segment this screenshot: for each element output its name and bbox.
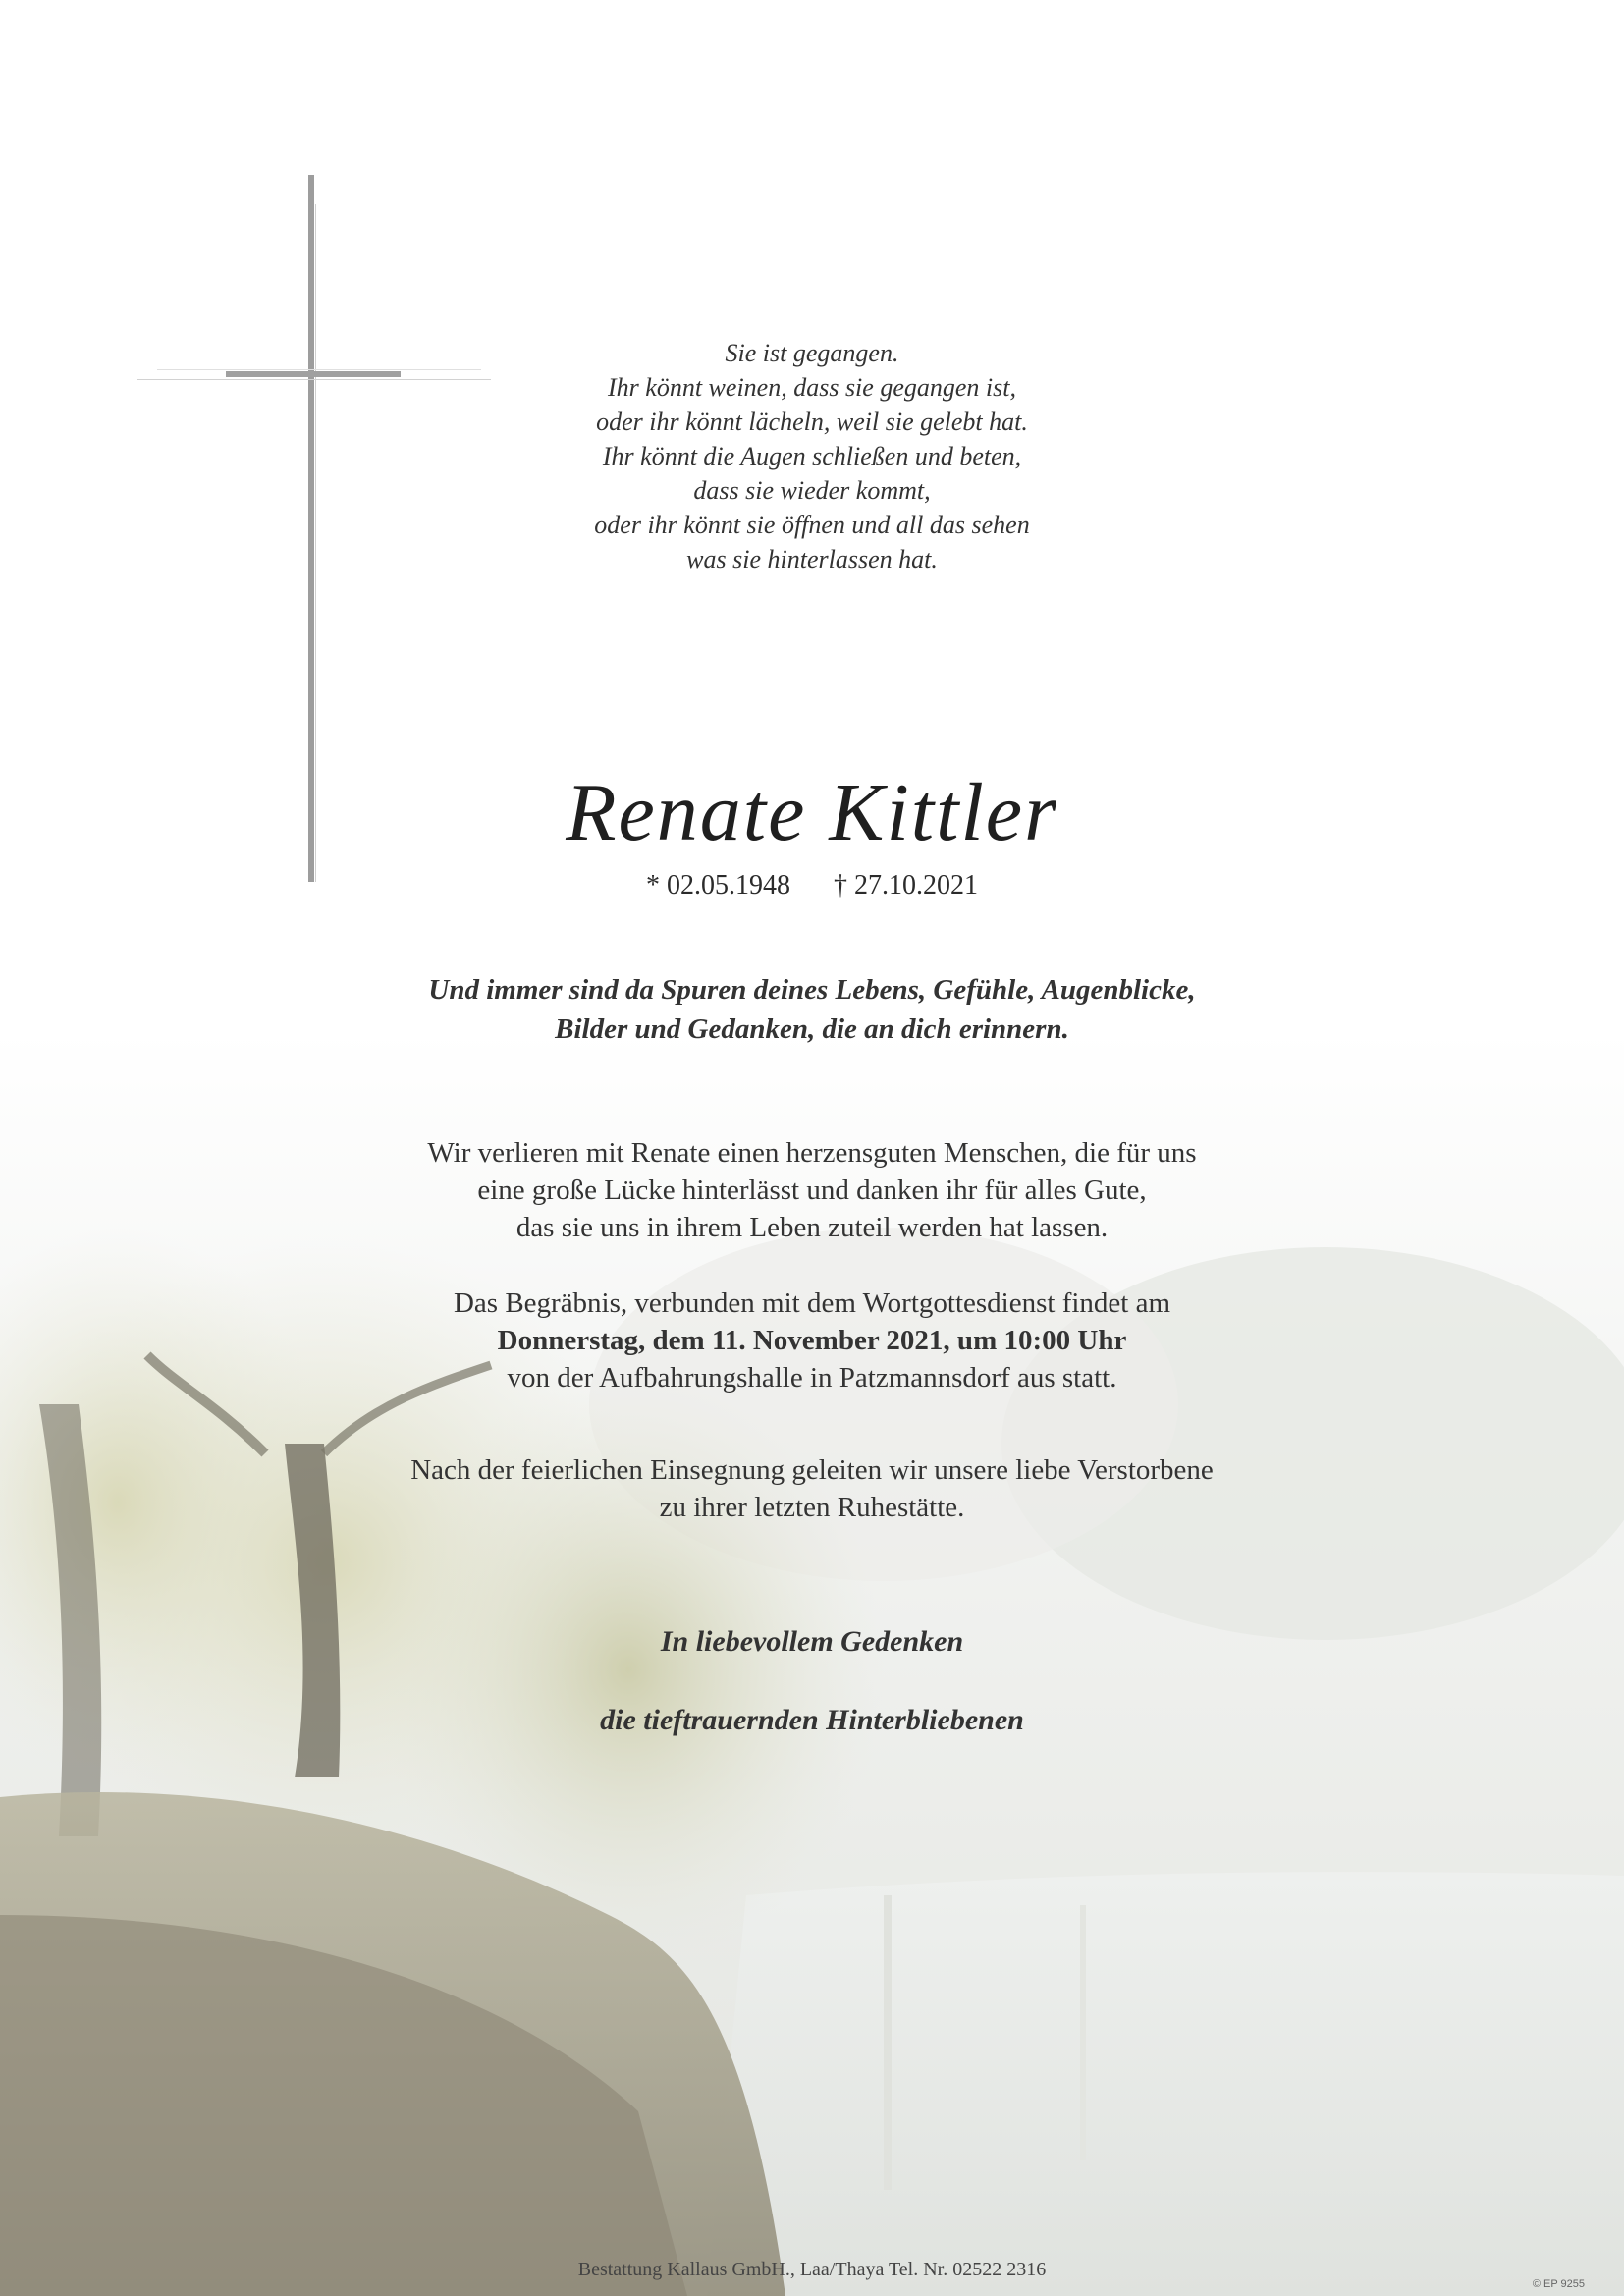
- poem-line: oder ihr könnt lächeln, weil sie gelebt hat.: [596, 408, 1028, 436]
- poem-line: Sie ist gegangen.: [725, 339, 899, 367]
- closing-bereaved: die tieftrauernden Hinterbliebenen: [600, 1704, 1024, 1736]
- paragraph-line: eine große Lücke hinterlässt und danken ihr für alles Gute,: [477, 1175, 1147, 1206]
- motto-line: Bilder und Gedanken, die an dich erinnern.: [555, 1013, 1069, 1045]
- paragraph-line: zu ihrer letzten Ruhestätte.: [659, 1492, 965, 1523]
- motto: [0, 970, 1624, 1049]
- poem-line: dass sie wieder kommt,: [693, 476, 931, 505]
- poem-line: was sie hinterlassen hat.: [686, 545, 938, 574]
- poem-line: Ihr könnt weinen, dass sie gegangen ist,: [608, 373, 1016, 402]
- paragraph-line: das sie uns in ihrem Leben zuteil werden hat lassen.: [515, 1212, 1109, 1243]
- paragraph-burial: [0, 1451, 1624, 1526]
- motto-line: Und immer sind da Spuren deines Lebens, Gefühle, Augenblicke,: [428, 974, 1196, 1006]
- paragraph-line: von der Aufbahrungshalle in Patzmannsdorf aus statt.: [507, 1362, 1117, 1394]
- poem: [0, 336, 1624, 576]
- closing-remembrance: In liebevollem Gedenken: [660, 1625, 964, 1658]
- paragraph-line: Das Begräbnis, verbunden mit dem Wortgottesdienst findet am: [453, 1287, 1171, 1319]
- poem-line: Ihr könnt die Augen schließen und beten,: [602, 442, 1022, 470]
- life-dates: [0, 868, 1624, 903]
- death-date: † 27.10.2021: [834, 870, 978, 901]
- paragraph-line: Wir verlieren mit Renate einen herzensguten Menschen, die für uns: [427, 1137, 1197, 1169]
- poem-line: oder ihr könnt sie öffnen und all das sehen: [594, 511, 1030, 539]
- birth-date: * 02.05.1948: [646, 870, 790, 901]
- paragraph-tribute: [0, 1134, 1624, 1246]
- paragraph-funeral: [0, 1285, 1624, 1396]
- deceased-name: Renate Kittler: [566, 767, 1058, 858]
- funeral-date: Donnerstag, dem 11. November 2021, um 10:00 Uhr: [497, 1325, 1127, 1356]
- print-code: © EP 9255: [1532, 2278, 1585, 2290]
- paragraph-line: Nach der feierlichen Einsegnung geleiten wir unsere liebe Verstorbene: [410, 1454, 1214, 1486]
- funeral-home-footer: Bestattung Kallaus GmbH., Laa/Thaya Tel. Nr. 02522 2316: [577, 2259, 1047, 2280]
